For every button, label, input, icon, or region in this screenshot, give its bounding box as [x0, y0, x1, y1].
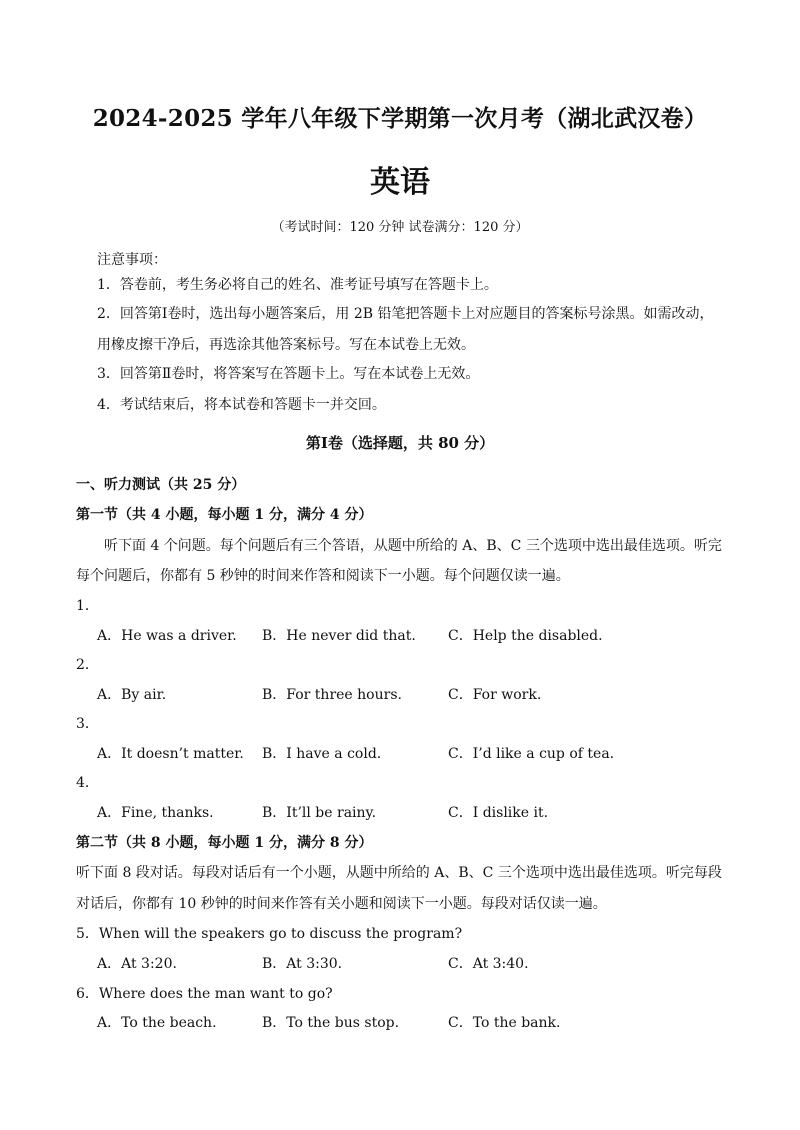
- option-a: A．It doesn’t matter.: [97, 746, 244, 762]
- note-item: 1．答卷前，考生务必将自己的姓名、准考证号填写在答题卡上。: [97, 277, 498, 293]
- question-stem: 5．When will the speakers go to discuss the program?: [76, 926, 463, 942]
- question-number: 3．: [76, 716, 99, 732]
- option-b: B．I have a cold.: [262, 746, 382, 762]
- option-c: C．I dislike it.: [448, 805, 549, 821]
- part-title: 第Ⅰ卷（选择题，共 80 分）: [305, 434, 495, 452]
- option-c: C．Help the disabled.: [448, 628, 603, 644]
- instruction-line: 每个问题后，你都有 5 秒钟的时间来作答和阅读下一小题。每个问题仅读一遍。: [76, 568, 570, 584]
- exam-title: 2024-2025 学年八年级下学期第一次月考（湖北武汉卷）: [92, 105, 708, 132]
- option-c: C．For work.: [448, 687, 542, 703]
- note-item: 4．考试结束后，将本试卷和答题卡一并交回。: [97, 397, 386, 413]
- instruction-line: 对话后，你都有 10 秒钟的时间来作答有关小题和阅读下一小题。每段对话仅读一遍。: [76, 896, 607, 912]
- option-a: A．At 3:20.: [97, 956, 177, 972]
- instruction-line: 听下面 8 段对话。每段对话后有一个小题，从题中所给的 A、B、C 三个选项中选出最佳选项。听完每段: [76, 865, 722, 881]
- option-a: A．He was a driver.: [97, 628, 237, 644]
- option-b: B．To the bus stop.: [262, 1015, 400, 1031]
- option-b: B．For three hours.: [262, 687, 402, 703]
- note-item: 2．回答第Ⅰ卷时，选出每小题答案后，用 2B 铅笔把答题卡上对应题目的答案标号涂黑。如需改动，: [97, 306, 714, 322]
- subject-title: 英语: [370, 165, 430, 200]
- note-item: 3．回答第Ⅱ卷时，将答案写在答题卡上。写在本试卷上无效。: [97, 366, 480, 382]
- question-number: 4．: [76, 775, 99, 791]
- question-number: 1．: [76, 598, 99, 614]
- subsection-title: 第一节（共 4 小题，每小题 1 分，满分 4 分）: [76, 507, 373, 523]
- option-c: C．To the bank.: [448, 1015, 561, 1031]
- question-stem: 6．Where does the man want to go?: [76, 986, 333, 1002]
- subsection-title: 第二节（共 8 小题，每小题 1 分，满分 8 分）: [76, 835, 373, 851]
- note-item: 用橡皮擦干净后，再选涂其他答案标号。写在本试卷上无效。: [97, 337, 475, 353]
- option-a: A．To the beach.: [97, 1015, 217, 1031]
- option-a: A．Fine, thanks.: [97, 805, 214, 821]
- option-b: B．He never did that.: [262, 628, 416, 644]
- exam-info: （考试时间：120 分钟 试卷满分：120 分）: [271, 220, 529, 235]
- question-number: 2．: [76, 657, 99, 673]
- notes-heading: 注意事项：: [97, 252, 167, 268]
- section-title: 一、听力测试（共 25 分）: [76, 477, 246, 493]
- option-c: C．I’d like a cup of tea.: [448, 746, 615, 762]
- option-a: A．By air.: [97, 687, 167, 703]
- option-b: B．At 3:30.: [262, 956, 343, 972]
- option-c: C．At 3:40.: [448, 956, 529, 972]
- option-b: B．It’ll be rainy.: [262, 805, 377, 821]
- instruction-line: 听下面 4 个问题。每个问题后有三个答语，从题中所给的 A、B、C 三个选项中选出最佳选项。听完: [104, 538, 722, 554]
